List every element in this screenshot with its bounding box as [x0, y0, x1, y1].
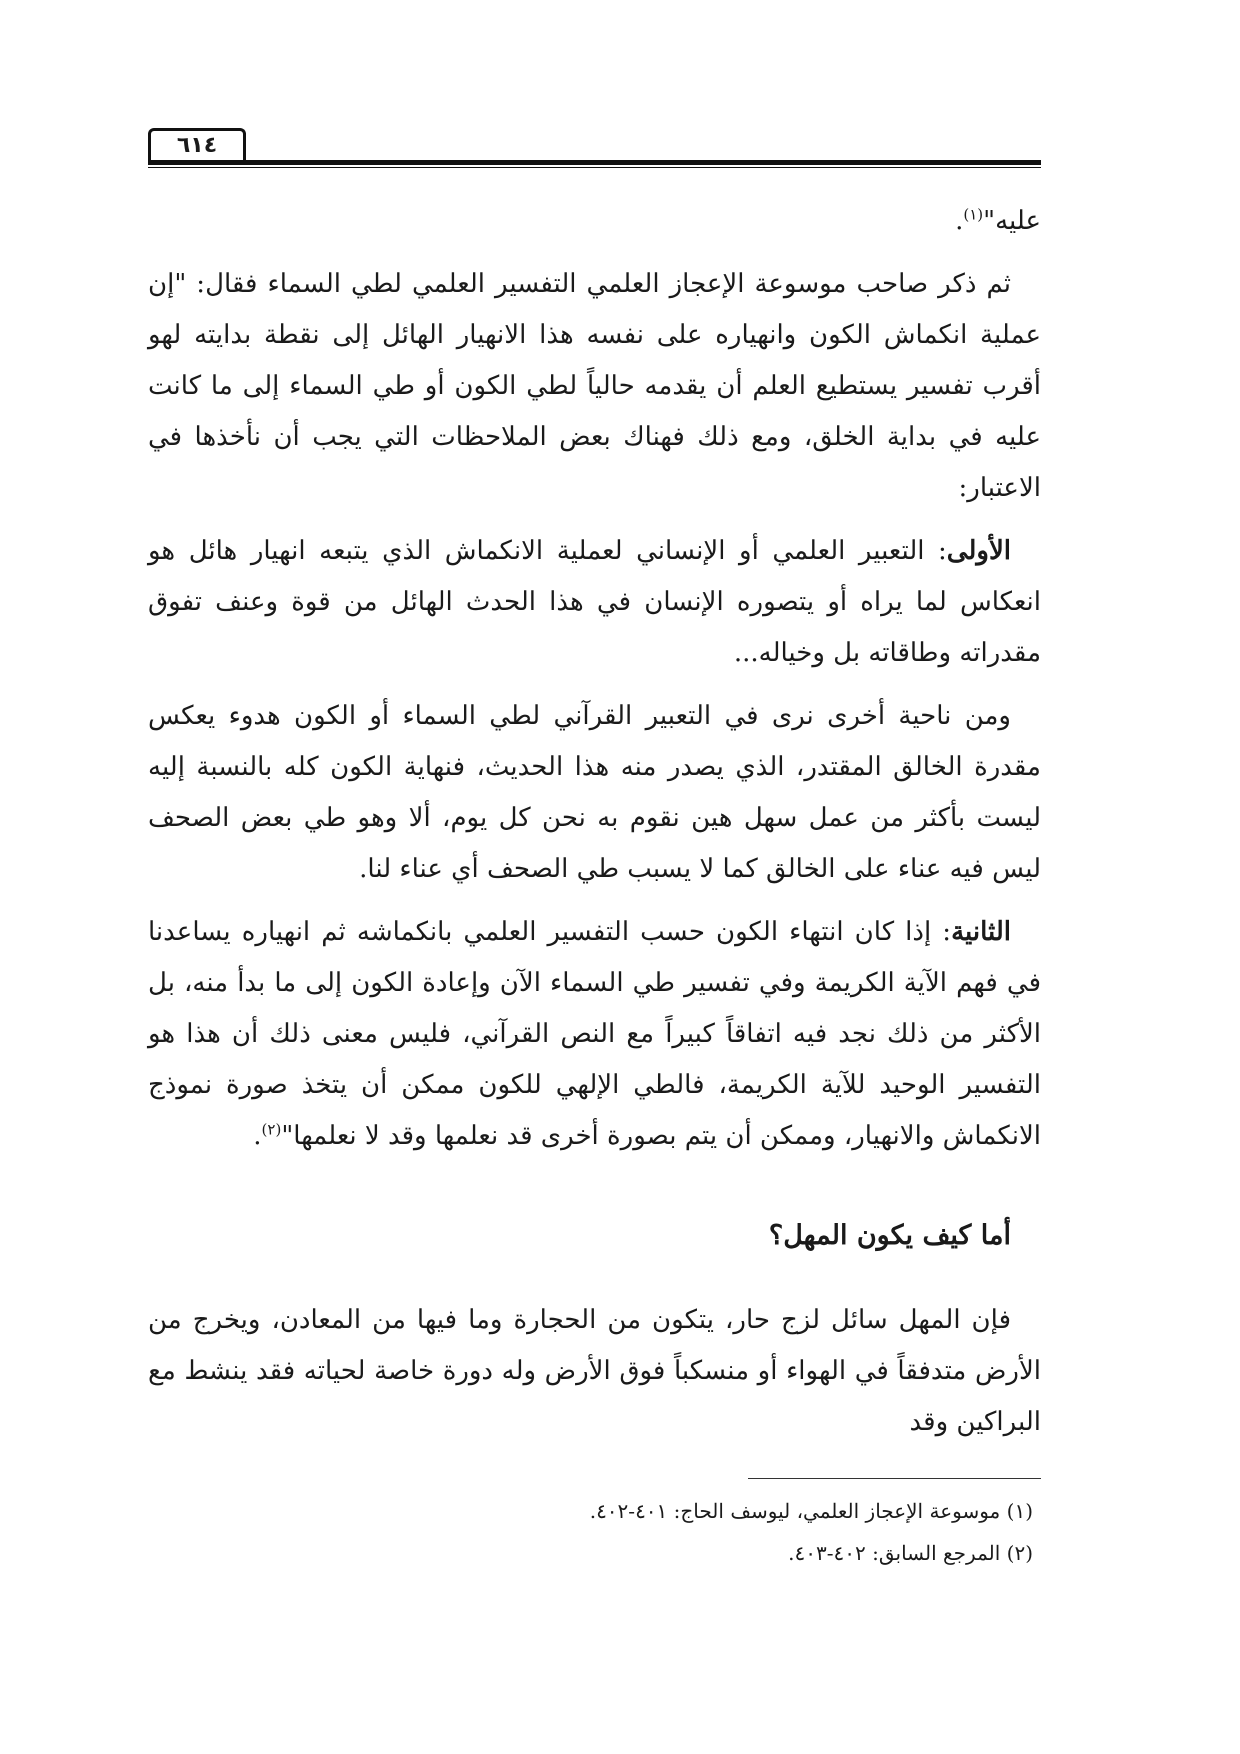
section-heading: أما كيف يكون المهل؟	[768, 1220, 1011, 1251]
footnote-1: (١) موسوعة الإعجاز العلمي، ليوسف الحاج: ٤٠١-٤٠٢.	[589, 1499, 1033, 1523]
footnote-ref-2: (٢)	[261, 1120, 282, 1139]
footnote-ref-1: (١)	[963, 205, 984, 224]
page-header	[148, 128, 1041, 168]
paragraph-4: الثانية: إذا كان انتهاء الكون حسب التفسير العلمي بانكماشه ثم انهياره يساعدنا في فهم الآية الكريمة وفي تفسير طي السماء الآن وإعادة الكون إلى ما بدأ منه، بل الأكثر من ذلك نجد فيه اتفاقاً كبيراً مع النص القرآني، فليس معنى ذلك أن هذا هو التفسير الوحيد للآية الكريمة، فالطي الإلهي للكون ممكن أن يتخذ صورة نموذج الانكماش والانهيار، وممكن أن يتم بصورة أخرى قد نعلمها وقد لا نعلمها"$^{(٢)}$.	[148, 917, 1041, 1151]
bold-label-second: الثانية	[951, 917, 1011, 947]
page-number: ٦١٤	[148, 128, 246, 160]
footnote-2: (٢) المرجع السابق: ٤٠٢-٤٠٣.	[788, 1541, 1033, 1565]
header-rule-thin	[148, 167, 1041, 168]
footnotes	[148, 1490, 1041, 1574]
bold-label-first: الأولى	[946, 536, 1011, 566]
paragraph-1: ثم ذكر صاحب موسوعة الإعجاز العلمي التفسير العلمي لطي السماء فقال: "إن عملية انكماش الكون وانهياره على نفسه هذا الانهيار الهائل إلى نقطة بدايته لهو أقرب تفسير يستطيع العلم أن يقدمه حالياً لطي الكون أو طي السماء إلى ما كانت عليه في بداية الخلق، ومع ذلك فهناك بعض الملاحظات التي يجب أن نأخذها في الاعتبار:	[148, 269, 1041, 503]
header-rule	[148, 160, 1041, 165]
continuation-line: عليه"$^{(١)}$.	[955, 205, 1041, 236]
page-body	[148, 196, 1041, 1460]
paragraph-2: الأولى: التعبير العلمي أو الإنساني لعملية الانكماش الذي يتبعه انهيار هائل هو انعكاس لما يراه أو يتصوره الإنسان في هذا الحدث الهائل من قوة وعنف تفوق مقدراته وطاقاته بل وخياله...	[148, 536, 1041, 668]
paragraph-3: ومن ناحية أخرى نرى في التعبير القرآني لطي السماء أو الكون هدوء يعكس مقدرة الخالق المقتدر، الذي يصدر منه هذا الحديث، فنهاية الكون كله بالنسبة إليه ليست بأكثر من عمل سهل هين نقوم به نحن كل يوم، ألا وهو طي بعض الصحف ليس فيه عناء على الخالق كما لا يسبب طي الصحف أي عناء لنا.	[148, 701, 1042, 884]
paragraph-5: فإن المهل سائل لزج حار، يتكون من الحجارة وما فيها من المعادن، ويخرج من الأرض متدفقاً في الهواء أو منسكباً فوق الأرض وله دورة خاصة لحياته فقد ينشط مع البراكين وقد	[148, 1305, 1041, 1437]
footnote-separator	[748, 1478, 1041, 1479]
